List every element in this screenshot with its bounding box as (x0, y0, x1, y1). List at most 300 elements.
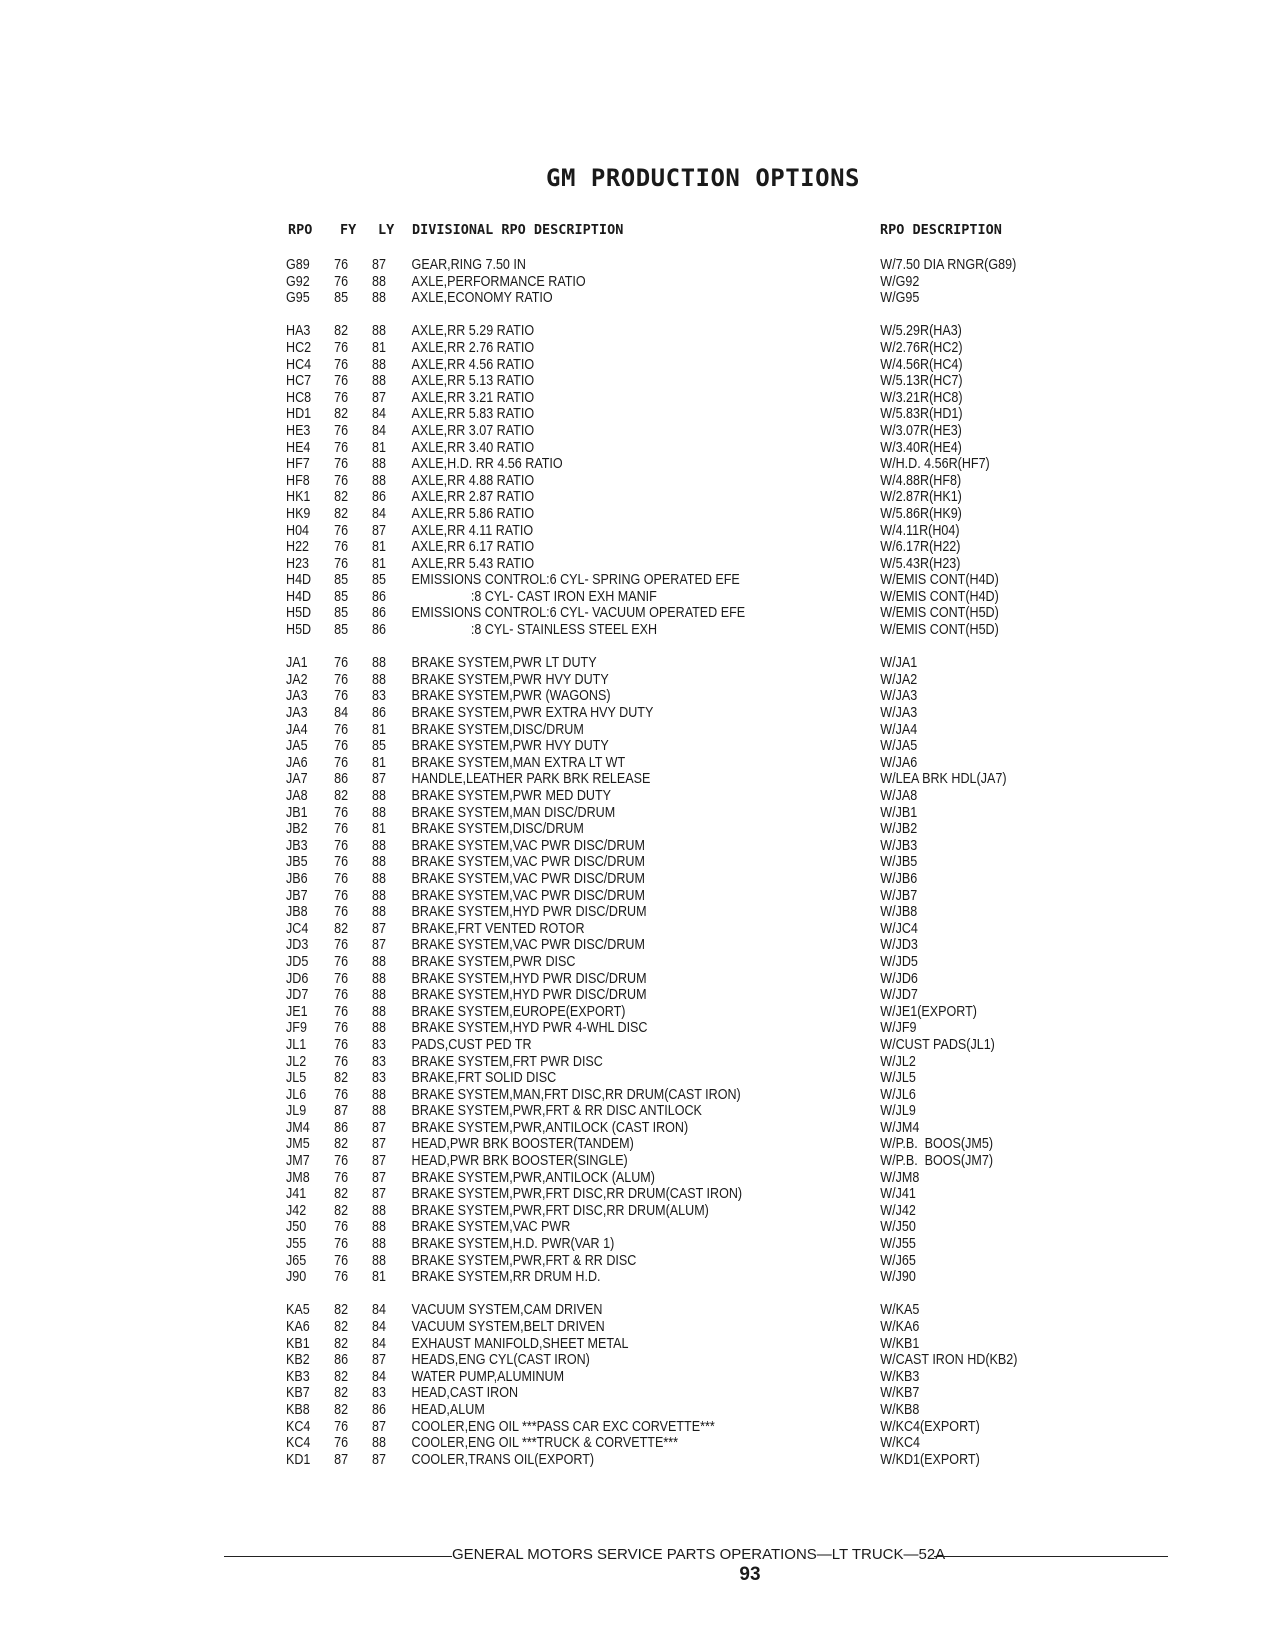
divisional-description: BRAKE SYSTEM,PWR,FRT & RR DISC ANTILOCK (411, 1103, 702, 1120)
first-year: 76 (334, 1003, 349, 1020)
divisional-description: AXLE,H.D. RR 4.56 RATIO (411, 456, 563, 473)
rpo-description: W/J42 (880, 1202, 916, 1219)
rpo-code: JM7 (286, 1153, 310, 1170)
rpo-description: W/JL6 (880, 1086, 916, 1103)
first-year: 76 (334, 870, 349, 887)
table-row (286, 1054, 940, 1071)
rpo-code: HD1 (286, 406, 312, 423)
table-row (286, 323, 962, 340)
divisional-description: EMISSIONS CONTROL:6 CYL- VACUUM OPERATED EFE (411, 605, 746, 622)
first-year: 76 (334, 1020, 349, 1037)
last-year: 86 (372, 588, 386, 605)
last-year: 81 (372, 1269, 386, 1286)
divisional-description: BRAKE SYSTEM,HYD PWR DISC/DRUM (411, 904, 647, 921)
first-year: 85 (334, 290, 349, 307)
table-row (286, 1186, 940, 1203)
rpo-description: W/JB5 (880, 854, 918, 871)
last-year: 88 (372, 1086, 386, 1103)
first-year: 76 (334, 456, 349, 473)
rpo-code: HE4 (286, 439, 311, 456)
last-year: 81 (372, 754, 386, 771)
first-year: 82 (334, 1319, 349, 1335)
first-year: 76 (334, 1086, 349, 1103)
header-rpo: RPO (288, 222, 313, 238)
first-year: 76 (334, 1036, 349, 1053)
divisional-description: BRAKE SYSTEM,VAC PWR DISC/DRUM (411, 854, 645, 871)
first-year: 85 (334, 605, 349, 622)
divisional-description: BRAKE SYSTEM,FRT PWR DISC (411, 1053, 603, 1070)
divisional-description: BRAKE SYSTEM,PWR,FRT DISC,RR DRUM(CAST IRON) (411, 1186, 743, 1203)
last-year: 81 (372, 439, 386, 456)
divisional-description: AXLE,RR 3.07 RATIO (411, 422, 535, 439)
rpo-description: W/5.29R(HA3) (880, 323, 962, 340)
last-year: 85 (372, 738, 386, 755)
divisional-description: EXHAUST MANIFOLD,SHEET METAL (411, 1335, 629, 1352)
rpo-code: HF8 (286, 472, 310, 489)
divisional-description: BRAKE SYSTEM,DISC/DRUM (411, 721, 584, 738)
last-year: 88 (372, 788, 386, 804)
divisional-description: AXLE,RR 5.29 RATIO (411, 323, 535, 340)
first-year: 76 (334, 688, 349, 705)
table-row (286, 522, 960, 540)
rpo-code: JD7 (286, 987, 309, 1004)
last-year: 84 (372, 1319, 386, 1335)
table-row (286, 672, 940, 689)
table-row (286, 688, 940, 705)
rpo-description: W/2.76R(HC2) (880, 339, 963, 356)
table-row (286, 771, 1007, 788)
first-year: 76 (334, 1219, 349, 1236)
first-year: 76 (334, 854, 349, 871)
table-row (286, 622, 999, 639)
rpo-description: W/KC4(EXPORT) (880, 1418, 980, 1435)
rpo-description: W/4.56R(HC4) (880, 356, 963, 373)
table-row (286, 605, 999, 622)
table-row (286, 1170, 940, 1187)
rpo-description: W/J55 (880, 1236, 916, 1253)
rpo-description: W/KB7 (880, 1385, 920, 1402)
divisional-description: HEADS,ENG CYL(CAST IRON) (411, 1352, 590, 1369)
last-year: 88 (372, 953, 386, 970)
rpo-description: W/5.43R(H23) (880, 555, 961, 572)
last-year: 87 (372, 1153, 386, 1170)
last-year: 83 (372, 1036, 386, 1053)
first-year: 76 (334, 655, 349, 672)
rpo-description: W/7.50 DIA RNGR(G89) (880, 257, 1017, 273)
first-year: 82 (334, 323, 349, 340)
table-row (286, 655, 940, 672)
rpo-code: JA3 (286, 688, 308, 705)
first-year: 82 (334, 406, 349, 423)
table-row (286, 1385, 940, 1402)
rpo-code: KA5 (286, 1302, 310, 1319)
rpo-description: W/JD5 (880, 953, 918, 970)
rpo-description: W/JB3 (880, 837, 918, 854)
rpo-description: W/LEA BRK HDL(JA7) (880, 771, 1007, 788)
table-row (286, 539, 961, 556)
divisional-description: BRAKE SYSTEM,PWR,ANTILOCK (CAST IRON) (411, 1119, 689, 1136)
last-year: 87 (372, 920, 386, 937)
table-row (286, 971, 940, 988)
table-row (286, 389, 963, 407)
rpo-description: W/KA5 (880, 1302, 920, 1319)
first-year: 76 (334, 1252, 349, 1269)
first-year: 76 (334, 1435, 349, 1452)
last-year: 88 (372, 472, 386, 489)
first-year: 76 (334, 754, 349, 771)
first-year: 76 (334, 1053, 349, 1070)
rpo-description: W/JA3 (880, 688, 918, 705)
rpo-code: JM8 (286, 1169, 310, 1186)
option-group (286, 323, 1046, 638)
first-year: 76 (334, 671, 349, 688)
first-year: 76 (334, 373, 349, 390)
divisional-description: BRAKE SYSTEM,VAC PWR (411, 1219, 571, 1236)
first-year: 82 (334, 1186, 349, 1203)
divisional-description: :8 CYL- STAINLESS STEEL EXH (411, 622, 658, 639)
divisional-description: HEAD,PWR BRK BOOSTER(SINGLE) (411, 1153, 628, 1170)
table-row (286, 274, 940, 291)
table-row (286, 838, 940, 855)
divisional-description: BRAKE SYSTEM,VAC PWR DISC/DRUM (411, 870, 645, 887)
rpo-code: JA7 (286, 771, 308, 788)
last-year: 88 (372, 887, 386, 904)
rpo-description: W/G92 (880, 273, 920, 290)
rpo-code: JB8 (286, 904, 308, 921)
first-year: 76 (334, 422, 349, 439)
last-year: 88 (372, 1003, 386, 1020)
last-year: 87 (372, 1418, 386, 1435)
rpo-code: JL5 (286, 1070, 307, 1087)
rpo-code: JB7 (286, 887, 308, 904)
rpo-description: W/JA6 (880, 754, 918, 771)
divisional-description: COOLER,TRANS OIL(EXPORT) (411, 1451, 595, 1468)
last-year: 86 (372, 622, 386, 639)
rpo-code: H4D (286, 572, 312, 589)
first-year: 82 (334, 1302, 349, 1319)
divisional-description: AXLE,RR 6.17 RATIO (411, 539, 535, 556)
footer-text: GENERAL MOTORS SERVICE PARTS OPERATIONS—LT TRUCK—52A (452, 1546, 946, 1563)
rpo-description: W/CAST IRON HD(KB2) (880, 1352, 1018, 1369)
rpo-code: JA3 (286, 705, 308, 722)
table-row (286, 738, 940, 755)
rpo-code: H5D (286, 605, 312, 622)
rpo-description: W/EMIS CONT(H4D) (880, 588, 999, 605)
rpo-code: G92 (286, 273, 310, 290)
table-row (286, 1087, 940, 1104)
first-year: 87 (334, 1103, 349, 1120)
divisional-description: BRAKE SYSTEM,MAN DISC/DRUM (411, 804, 616, 821)
last-year: 83 (372, 1070, 386, 1087)
rpo-code: JM4 (286, 1119, 310, 1136)
rpo-description: W/3.07R(HE3) (880, 422, 962, 439)
last-year: 81 (372, 555, 386, 572)
rpo-description: W/J65 (880, 1252, 916, 1269)
first-year: 76 (334, 738, 349, 755)
first-year: 82 (334, 1368, 349, 1385)
divisional-description: :8 CYL- CAST IRON EXH MANIF (411, 588, 657, 605)
table-row (286, 1253, 940, 1270)
first-year: 82 (334, 1202, 349, 1219)
table-row (286, 1236, 940, 1253)
first-year: 86 (334, 1352, 349, 1369)
last-year: 88 (372, 837, 386, 854)
last-year: 88 (372, 273, 386, 290)
rpo-description: W/JA3 (880, 705, 918, 722)
last-year: 87 (372, 1169, 386, 1186)
first-year: 76 (334, 273, 349, 290)
column-headers (288, 222, 1048, 240)
rpo-description: W/JL2 (880, 1053, 916, 1070)
first-year: 76 (334, 887, 349, 904)
rpo-code: KB8 (286, 1401, 310, 1418)
last-year: 87 (372, 522, 386, 539)
last-year: 86 (372, 705, 386, 722)
rpo-code: HK1 (286, 489, 311, 506)
table-row (286, 555, 961, 573)
divisional-description: AXLE,RR 3.21 RATIO (411, 389, 535, 406)
rpo-description: W/6.17R(H22) (880, 539, 961, 556)
table-row (286, 871, 940, 888)
divisional-description: VACUUM SYSTEM,CAM DRIVEN (411, 1302, 603, 1319)
divisional-description: AXLE,RR 5.13 RATIO (411, 373, 535, 390)
rpo-code: KB3 (286, 1368, 310, 1385)
header-rpo-description: RPO DESCRIPTION (880, 222, 1002, 238)
last-year: 87 (372, 1186, 386, 1203)
rpo-code: JD5 (286, 953, 309, 970)
table-row (286, 472, 962, 490)
table-row (286, 257, 1017, 274)
header-fy: FY (340, 222, 357, 238)
first-year: 76 (334, 1169, 349, 1186)
first-year: 76 (334, 904, 349, 921)
last-year: 88 (372, 290, 386, 307)
first-year: 82 (334, 505, 349, 522)
footer-rule-left (224, 1556, 452, 1557)
first-year: 85 (334, 588, 349, 605)
rpo-code: JF9 (286, 1020, 307, 1037)
last-year: 81 (372, 539, 386, 556)
divisional-description: BRAKE SYSTEM,PWR EXTRA HVY DUTY (411, 705, 654, 722)
rpo-code: JB6 (286, 870, 308, 887)
last-year: 87 (372, 1136, 386, 1153)
first-year: 76 (334, 837, 349, 854)
first-year: 76 (334, 937, 349, 954)
first-year: 86 (334, 1119, 349, 1136)
last-year: 87 (372, 389, 386, 406)
table-row (286, 904, 940, 921)
first-year: 82 (334, 1335, 349, 1352)
divisional-description: COOLER,ENG OIL ***TRUCK & CORVETTE*** (411, 1435, 678, 1452)
option-group (286, 655, 1046, 1286)
divisional-description: BRAKE SYSTEM,VAC PWR DISC/DRUM (411, 837, 645, 854)
rpo-description: W/3.40R(HE4) (880, 439, 962, 456)
first-year: 76 (334, 522, 349, 539)
rpo-code: G89 (286, 257, 310, 273)
table-row (286, 755, 940, 772)
first-year: 76 (334, 356, 349, 373)
divisional-description: BRAKE SYSTEM,VAC PWR DISC/DRUM (411, 937, 645, 954)
table-row (286, 572, 999, 589)
rpo-description: W/4.11R(H04) (880, 522, 960, 539)
rpo-description: W/5.13R(HC7) (880, 373, 963, 390)
first-year: 76 (334, 1269, 349, 1286)
rpo-code: H04 (286, 522, 310, 539)
table-row (286, 1070, 940, 1087)
first-year: 82 (334, 489, 349, 506)
page-title: GM PRODUCTION OPTIONS (546, 164, 860, 192)
rpo-description: W/JA1 (880, 655, 918, 672)
rpo-description: W/JM4 (880, 1119, 920, 1136)
divisional-description: BRAKE SYSTEM,PWR HVY DUTY (411, 671, 609, 688)
divisional-description: BRAKE SYSTEM,PWR,FRT DISC,RR DRUM(ALUM) (411, 1202, 709, 1219)
divisional-description: BRAKE SYSTEM,PWR DISC (411, 953, 576, 970)
rpo-description: W/KD1(EXPORT) (880, 1451, 980, 1468)
rpo-code: JL6 (286, 1086, 307, 1103)
last-year: 87 (372, 771, 386, 788)
first-year: 76 (334, 1418, 349, 1435)
first-year: 76 (334, 339, 349, 356)
table-row (286, 954, 940, 971)
page-number: 93 (739, 1564, 761, 1585)
table-row (286, 1352, 1018, 1369)
divisional-description: BRAKE SYSTEM,PWR MED DUTY (411, 788, 611, 804)
divisional-description: AXLE,RR 2.87 RATIO (411, 489, 535, 506)
rpo-code: KC4 (286, 1435, 311, 1452)
table-row (286, 937, 940, 954)
rpo-code: JA8 (286, 788, 308, 804)
table-row (286, 1120, 940, 1137)
rpo-description: W/KB3 (880, 1368, 920, 1385)
rpo-code: KA6 (286, 1319, 310, 1335)
last-year: 88 (372, 671, 386, 688)
table-row (286, 290, 940, 307)
rpo-description: W/JM8 (880, 1169, 920, 1186)
rpo-description: W/JE1(EXPORT) (880, 1003, 977, 1020)
rpo-description: W/KA6 (880, 1319, 920, 1335)
first-year: 76 (334, 439, 349, 456)
rpo-description: W/KB1 (880, 1335, 920, 1352)
first-year: 76 (334, 721, 349, 738)
divisional-description: BRAKE,FRT VENTED ROTOR (411, 920, 585, 937)
last-year: 84 (372, 1302, 386, 1319)
last-year: 88 (372, 356, 386, 373)
divisional-description: AXLE,RR 2.76 RATIO (411, 339, 535, 356)
table-row (286, 1336, 940, 1353)
divisional-description: BRAKE SYSTEM,DISC/DRUM (411, 821, 584, 838)
rpo-description: W/5.86R(HK9) (880, 505, 962, 522)
first-year: 85 (334, 622, 349, 639)
last-year: 88 (372, 1103, 386, 1120)
first-year: 76 (334, 539, 349, 556)
table-row (286, 1319, 940, 1336)
rpo-code: G95 (286, 290, 310, 307)
first-year: 76 (334, 389, 349, 406)
rpo-description: W/JA8 (880, 788, 918, 804)
table-row (286, 788, 940, 805)
last-year: 81 (372, 339, 386, 356)
last-year: 83 (372, 688, 386, 705)
divisional-description: HEAD,PWR BRK BOOSTER(TANDEM) (411, 1136, 634, 1153)
rpo-description: W/EMIS CONT(H4D) (880, 572, 999, 589)
divisional-description: BRAKE SYSTEM,RR DRUM H.D. (411, 1269, 601, 1286)
rpo-description: W/2.87R(HK1) (880, 489, 962, 506)
rpo-code: H23 (286, 555, 310, 572)
divisional-description: HEAD,CAST IRON (411, 1385, 519, 1402)
divisional-description: HEAD,ALUM (411, 1401, 485, 1418)
first-year: 82 (334, 1401, 349, 1418)
divisional-description: AXLE,PERFORMANCE RATIO (411, 273, 586, 290)
last-year: 88 (372, 456, 386, 473)
last-year: 84 (372, 1368, 386, 1385)
first-year: 76 (334, 953, 349, 970)
last-year: 88 (372, 804, 386, 821)
last-year: 88 (372, 854, 386, 871)
first-year: 87 (334, 1451, 349, 1468)
divisional-description: AXLE,RR 3.40 RATIO (411, 439, 535, 456)
divisional-description: AXLE,RR 4.56 RATIO (411, 356, 535, 373)
rpo-code: JM5 (286, 1136, 310, 1153)
divisional-description: BRAKE SYSTEM,PWR,FRT & RR DISC (411, 1252, 637, 1269)
rpo-description: W/JF9 (880, 1020, 917, 1037)
rpo-code: J55 (286, 1236, 307, 1253)
table-row (286, 1020, 940, 1037)
rpo-description: W/P.B. BOOS(JM7) (880, 1153, 994, 1170)
last-year: 87 (372, 257, 386, 273)
last-year: 86 (372, 1401, 386, 1418)
table-row (286, 1418, 980, 1436)
divisional-description: VACUUM SYSTEM,BELT DRIVEN (411, 1319, 605, 1335)
first-year: 76 (334, 970, 349, 987)
last-year: 84 (372, 422, 386, 439)
table-row (286, 373, 963, 390)
table-row (286, 1269, 940, 1286)
last-year: 88 (372, 1202, 386, 1219)
rpo-code: JA1 (286, 655, 308, 672)
rpo-code: JA2 (286, 671, 308, 688)
rpo-code: JB5 (286, 854, 308, 871)
rpo-description: W/H.D. 4.56R(HF7) (880, 456, 990, 473)
last-year: 88 (372, 1252, 386, 1269)
divisional-description: BRAKE SYSTEM,PWR (WAGONS) (411, 688, 611, 705)
table-row (286, 505, 962, 523)
table-row (286, 1136, 994, 1153)
rpo-code: HC4 (286, 356, 312, 373)
rpo-code: J50 (286, 1219, 307, 1236)
rpo-code: JA4 (286, 721, 308, 738)
rpo-description: W/JB8 (880, 904, 918, 921)
table-row (286, 987, 940, 1004)
last-year: 87 (372, 1352, 386, 1369)
last-year: 87 (372, 1119, 386, 1136)
table-row (286, 805, 940, 822)
divisional-description: EMISSIONS CONTROL:6 CYL- SPRING OPERATED EFE (411, 572, 740, 589)
last-year: 88 (372, 1435, 386, 1452)
rpo-description: W/JD6 (880, 970, 918, 987)
rpo-description: W/CUST PADS(JL1) (880, 1036, 995, 1053)
table-row (286, 821, 940, 838)
first-year: 76 (334, 555, 349, 572)
options-table (286, 257, 1046, 1485)
table-row (286, 456, 990, 473)
rpo-description: W/JL9 (880, 1103, 916, 1120)
divisional-description: AXLE,ECONOMY RATIO (411, 290, 553, 307)
rpo-description: W/P.B. BOOS(JM5) (880, 1136, 994, 1153)
rpo-description: W/J41 (880, 1186, 916, 1203)
rpo-code: J41 (286, 1186, 307, 1203)
last-year: 88 (372, 373, 386, 390)
rpo-description: W/4.88R(HF8) (880, 472, 962, 489)
